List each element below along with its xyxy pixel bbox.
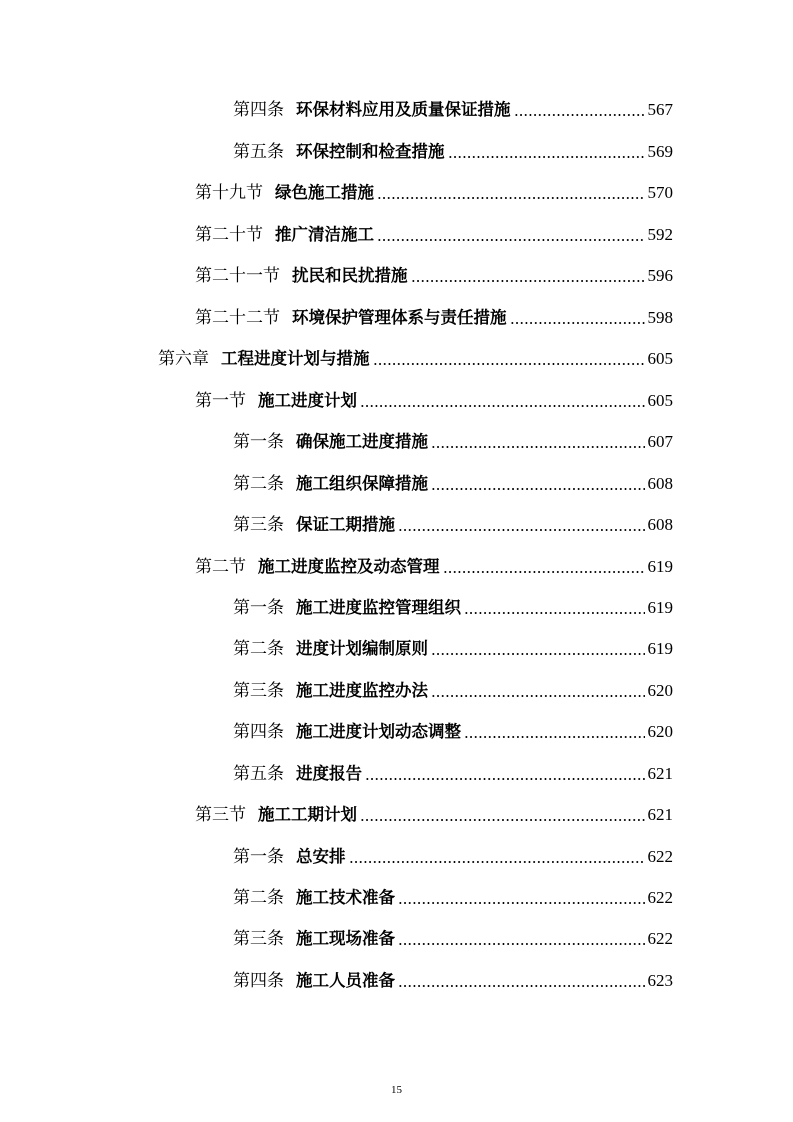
toc-entry-page: 622	[647, 888, 673, 907]
toc-entry-number: 第四条	[233, 971, 284, 990]
toc-entry-title: 进度计划编制原则	[296, 639, 428, 658]
toc-entry-title: 施工组织保障措施	[296, 474, 428, 493]
toc-entry-page: 567	[647, 100, 673, 119]
toc-entry-number: 第三条	[233, 681, 284, 700]
toc-entry-number: 第五条	[233, 764, 284, 783]
dot-leader	[365, 778, 645, 780]
toc-entry-title: 工程进度计划与措施	[221, 349, 370, 368]
dot-leader	[398, 943, 645, 945]
toc-entry	[233, 593, 673, 623]
dot-leader	[443, 571, 645, 573]
dot-leader	[398, 985, 645, 987]
toc-entry	[195, 220, 673, 250]
toc-entry-number: 第三条	[233, 515, 284, 534]
toc-entry-page: 619	[647, 639, 673, 658]
toc-entry-page: 621	[647, 764, 673, 783]
dot-leader	[431, 695, 645, 697]
toc-entry-title: 扰民和民扰措施	[292, 266, 408, 285]
toc-entry	[233, 883, 673, 913]
dot-leader	[360, 405, 645, 407]
toc-entry-page: 592	[647, 225, 673, 244]
toc-entry-page: 622	[647, 929, 673, 948]
dot-leader	[398, 902, 645, 904]
toc-entry-title: 环境保护管理体系与责任措施	[292, 308, 507, 327]
toc-entry-page: 621	[647, 805, 673, 824]
toc-entry-number: 第一节	[195, 391, 246, 410]
toc-entry-number: 第一条	[233, 598, 284, 617]
dot-leader	[377, 239, 645, 241]
toc-entry-title: 施工进度监控管理组织	[296, 598, 461, 617]
toc-entry-page: 596	[647, 266, 673, 285]
toc-entry-page: 622	[647, 847, 673, 866]
toc-entry	[233, 966, 673, 996]
toc-entry-title: 推广清洁施工	[275, 225, 374, 244]
toc-entry	[233, 427, 673, 457]
toc-entry-page: 608	[647, 515, 673, 534]
toc-entry-number: 第三节	[195, 805, 246, 824]
toc-entry-title: 施工人员准备	[296, 971, 395, 990]
dot-leader	[514, 114, 645, 116]
toc-entry-page: 623	[647, 971, 673, 990]
toc-entry	[233, 634, 673, 664]
dot-leader	[349, 861, 645, 863]
toc-entry	[233, 759, 673, 789]
toc-entry	[233, 676, 673, 706]
dot-leader	[411, 280, 645, 282]
toc-entry-number: 第五条	[233, 142, 284, 161]
toc-entry-title: 施工进度监控及动态管理	[258, 557, 440, 576]
toc-entry-title: 施工进度计划	[258, 391, 357, 410]
toc-entry-title: 施工进度计划动态调整	[296, 722, 461, 741]
dot-leader	[431, 446, 645, 448]
toc-entry	[195, 261, 673, 291]
toc-entry-title: 施工技术准备	[296, 888, 395, 907]
toc-entry	[233, 510, 673, 540]
toc-entry	[233, 137, 673, 167]
dot-leader	[431, 488, 645, 490]
page-number: 15	[391, 1084, 402, 1096]
toc-entry-title: 确保施工进度措施	[296, 432, 428, 451]
toc-entry-title: 施工进度监控办法	[296, 681, 428, 700]
toc-entry-number: 第二条	[233, 888, 284, 907]
dot-leader	[398, 529, 645, 531]
toc-entry	[195, 178, 673, 208]
toc-entry-page: 569	[647, 142, 673, 161]
toc-entry-number: 第十九节	[195, 183, 263, 202]
toc-entry-title: 施工工期计划	[258, 805, 357, 824]
dot-leader	[510, 322, 645, 324]
toc-entry-page: 607	[647, 432, 673, 451]
dot-leader	[464, 612, 645, 614]
toc-entry-title: 绿色施工措施	[275, 183, 374, 202]
toc-entry	[233, 469, 673, 499]
dot-leader	[448, 156, 645, 158]
dot-leader	[360, 819, 645, 821]
dot-leader	[373, 363, 645, 365]
toc-entry-number: 第六章	[158, 349, 209, 368]
toc-entry-page: 570	[647, 183, 673, 202]
toc-entry	[195, 303, 673, 333]
toc-entry-number: 第一条	[233, 432, 284, 451]
toc-entry	[195, 552, 673, 582]
toc-entry-title: 环保控制和检查措施	[296, 142, 445, 161]
toc-entry	[233, 717, 673, 747]
toc-entry-page: 620	[647, 681, 673, 700]
toc-entry-number: 第四条	[233, 100, 284, 119]
toc-entry-page: 605	[647, 391, 673, 410]
toc-entry-number: 第二条	[233, 639, 284, 658]
toc-entry-page: 608	[647, 474, 673, 493]
toc-entry-number: 第二节	[195, 557, 246, 576]
dot-leader	[431, 653, 645, 655]
toc-entry	[233, 842, 673, 872]
toc-entry	[195, 386, 673, 416]
toc-entry-title: 保证工期措施	[296, 515, 395, 534]
toc-entry-page: 605	[647, 349, 673, 368]
toc-entry	[195, 800, 673, 830]
dot-leader	[464, 736, 645, 738]
toc-entry-title: 进度报告	[296, 764, 362, 783]
toc-entry-title: 环保材料应用及质量保证措施	[296, 100, 511, 119]
toc-entry-number: 第四条	[233, 722, 284, 741]
dot-leader	[377, 197, 645, 199]
toc-entry-number: 第二十一节	[195, 266, 280, 285]
toc-entry	[233, 924, 673, 954]
toc-entry-page: 619	[647, 598, 673, 617]
toc-entry-number: 第三条	[233, 929, 284, 948]
toc-entry-page: 598	[647, 308, 673, 327]
toc-entry-number: 第一条	[233, 847, 284, 866]
toc-entry-number: 第二条	[233, 474, 284, 493]
toc-entry	[158, 344, 673, 374]
toc-entry-page: 620	[647, 722, 673, 741]
toc-entry-page: 619	[647, 557, 673, 576]
toc-entry-number: 第二十节	[195, 225, 263, 244]
toc-entry-number: 第二十二节	[195, 308, 280, 327]
toc-entry	[233, 95, 673, 125]
toc-entry-title: 总安排	[296, 847, 346, 866]
toc-entry-title: 施工现场准备	[296, 929, 395, 948]
